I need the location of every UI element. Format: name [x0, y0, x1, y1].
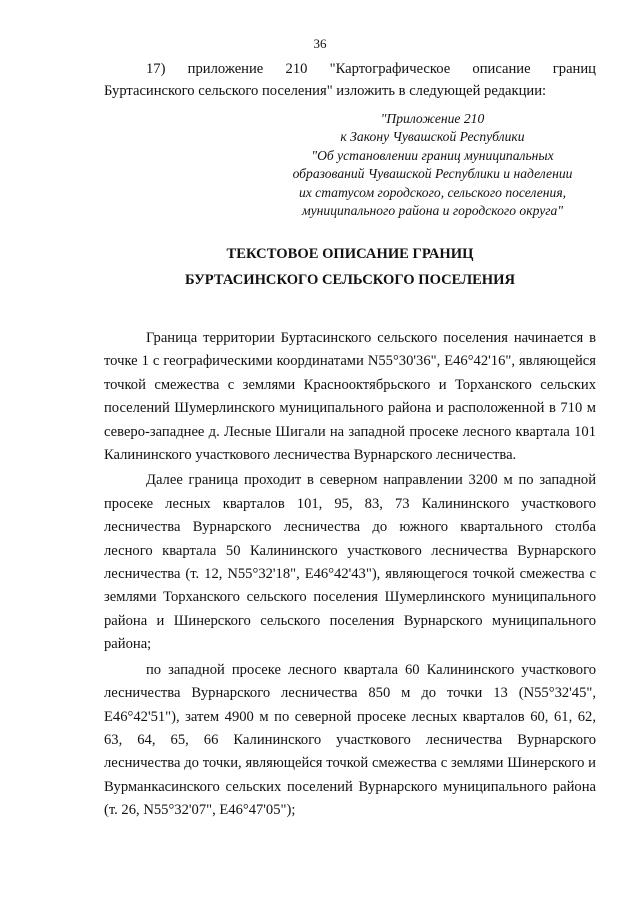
- section-heading: [104, 241, 596, 293]
- heading-line-2: БУРТАСИНСКОГО СЕЛЬСКОГО ПОСЕЛЕНИЯ: [184, 272, 516, 288]
- annex-line: муниципального района и городского округа": [301, 203, 564, 219]
- heading-line-1: ТЕКСТОВОЕ ОПИСАНИЕ ГРАНИЦ: [226, 246, 474, 262]
- page-number: 36: [313, 36, 327, 51]
- document-body: [104, 327, 596, 825]
- body-paragraph-1: Граница территории Буртасинского сельского поселения начинается в точке 1 с географическими координатами N55°30'36", E46°42'16", являющейся точкой смежества с землями Краснооктябрьского и Торханского сельских поселений Шумерлинского муниципального района и расположенной в 710 м северо-западнее д. Лесные Шигали на западной просеке лесного квартала 101 Калининского участкового лесничества Вурнарского лесничества.: [104, 330, 596, 464]
- annex-line: их статусом городского, сельского поселения,: [298, 184, 567, 200]
- annex-reference: [270, 110, 595, 220]
- annex-line: "Об установлении границ муниципальных: [311, 147, 554, 163]
- annex-line: образований Чувашской Республики и наделении: [292, 166, 573, 182]
- body-paragraph-3: по западной просеке лесного квартала 60 Калининского участкового лесничества Вурнарского лесничества 850 м до точки 13 (N55°32'45", E46°42'51"), затем 4900 м по северной просеке лесных кварталов 60, 61, 62, 63, 64, 65, 66 Калининского участкового лесничества Вурнарского лесничества до точки, являющейся точкой смежества с землями Шинерского и Вурманкасинского сельских поселений Вурнарского муниципального района (т. 26, N55°32'07", E46°47'05");: [104, 661, 596, 819]
- intro-paragraph: 17) приложение 210 "Картографическое описание границ Буртасинского сельского поселения" изложить в следующей редакции:: [104, 61, 596, 99]
- annex-line: "Приложение 210: [380, 111, 485, 126]
- annex-line: к Закону Чувашской Республики: [340, 129, 525, 145]
- body-paragraph-2: Далее граница проходит в северном направлении 3200 м по западной просеке лесных кварталов 101, 95, 83, 73 Калининского участкового лесничества Вурнарского лесничества до южного квартального столба лесного квартала 50 Калининского участкового лесничества Вурнарского лесничества (т. 12, N55°32'18", E46°42'43"), являющегося точкой смежества с землями Торханского сельского поселения Шумерлинского муниципального района и Шинерского сельского поселения Вурнарского муниципального района;: [104, 472, 596, 653]
